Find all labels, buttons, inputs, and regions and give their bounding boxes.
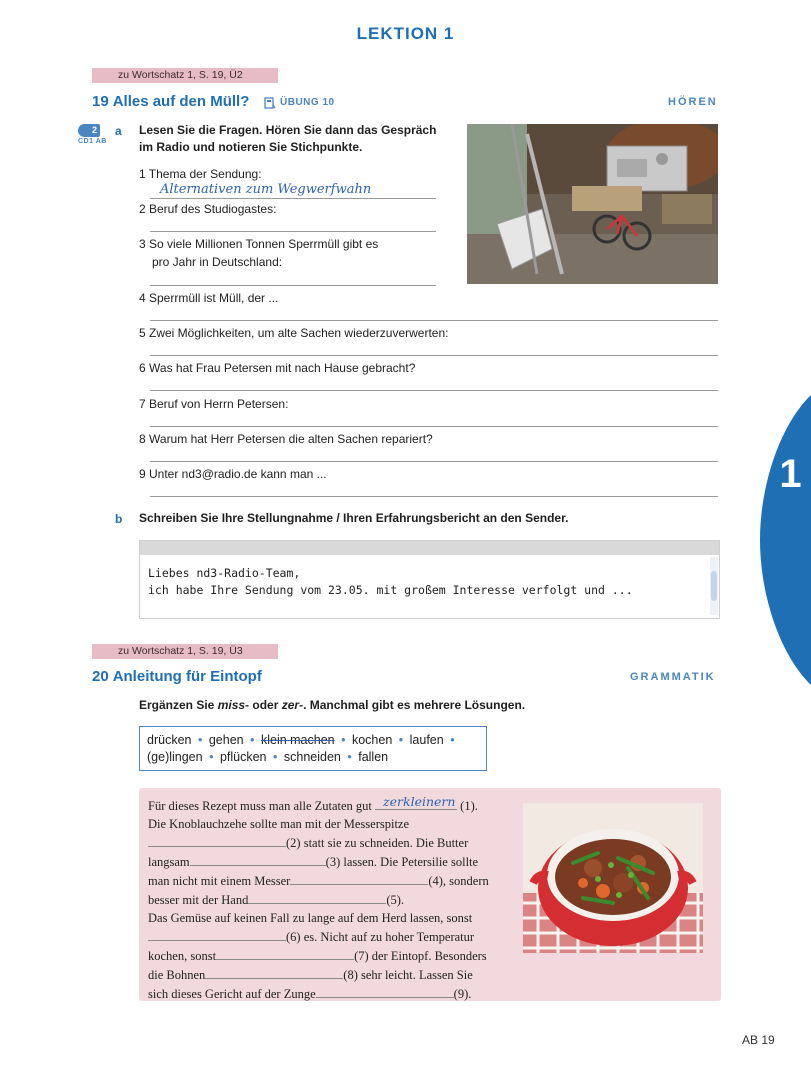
recipe-fragment: (3) lassen. Die Petersilie sollte xyxy=(325,855,479,869)
word-separator: • xyxy=(341,733,346,747)
gap-3[interactable] xyxy=(190,852,326,866)
word-separator: • xyxy=(250,733,255,747)
workbook-icon xyxy=(264,96,276,108)
question-5: 5 Zwei Möglichkeiten, um alte Sachen wiederzuverwerten: xyxy=(139,326,449,340)
answer-gap-1: zerkleinern xyxy=(383,794,456,809)
prefix-miss: miss- xyxy=(217,698,250,712)
recipe-line xyxy=(148,965,518,984)
gap-1[interactable] xyxy=(375,796,457,810)
instr-pre: Ergänzen Sie xyxy=(139,698,218,712)
recipe-line xyxy=(148,796,518,815)
word-separator: • xyxy=(450,733,455,747)
recipe-line xyxy=(148,890,518,909)
recipe-fragment: man nicht mit einem Messer xyxy=(148,874,291,888)
word-item: kochen xyxy=(351,733,393,747)
word-separator: • xyxy=(209,750,214,764)
answer-line-1[interactable] xyxy=(150,198,436,199)
ex20-title-text: Anleitung für Eintopf xyxy=(112,668,262,685)
answer-line-3[interactable] xyxy=(150,285,436,286)
word-item-crossed: klein machen xyxy=(260,733,335,747)
question-6: 6 Was hat Frau Petersen mit nach Hause gebracht? xyxy=(139,361,416,375)
recipe-fragment: sich dieses Gericht auf der Zunge xyxy=(148,987,316,1001)
word-separator: • xyxy=(347,750,352,764)
editor-line-2: ich habe Ihre Sendung vom 23.05. mit großem Interesse verfolgt und ... xyxy=(148,583,633,597)
word-box xyxy=(139,726,487,771)
gap-5[interactable] xyxy=(248,890,386,904)
ex20-instruction xyxy=(139,697,525,714)
word-box-row-2 xyxy=(147,749,479,766)
answer-line-7[interactable] xyxy=(150,426,718,427)
chapter-tab-shape xyxy=(760,395,811,685)
word-item: schneiden xyxy=(283,750,341,764)
recipe-fragment: langsam xyxy=(148,855,190,869)
question-3: 3 So viele Millionen Tonnen Sperrmüll gibt es xyxy=(139,237,379,251)
word-separator: • xyxy=(398,733,404,747)
recipe-fragment: (8) sehr leicht. Lassen Sie xyxy=(343,968,473,982)
question-1: 1 Thema der Sendung: xyxy=(139,167,262,181)
task-b-letter: b xyxy=(115,512,123,526)
recipe-fragment: kochen, sonst xyxy=(148,949,217,963)
recipe-line xyxy=(148,815,518,833)
editor-scrollbar[interactable] xyxy=(710,557,718,615)
editor-line-1: Liebes nd3-Radio-Team, xyxy=(148,566,301,580)
recipe-fragment: (2) statt sie zu schneiden. Die Butter xyxy=(286,836,469,850)
word-separator: • xyxy=(273,750,278,764)
recipe-line xyxy=(148,946,518,965)
question-7: 7 Beruf von Herrn Petersen: xyxy=(139,397,289,411)
recipe-line xyxy=(148,871,518,890)
question-9: 9 Unter nd3@radio.de kann man ... xyxy=(139,467,327,481)
recipe-fragment: (7) der Eintopf. Besonders xyxy=(354,949,487,963)
ex19-number: 19 xyxy=(92,93,109,110)
junk-pile-photo xyxy=(467,124,718,284)
answer-line-2[interactable] xyxy=(150,231,436,232)
question-2: 2 Beruf des Studiogastes: xyxy=(139,202,277,216)
editor-toolbar xyxy=(140,541,719,555)
recipe-fragment: Die Knoblauchzehe sollte man mit der Messerspitze xyxy=(148,817,410,831)
recipe-fragment: (4), sondern xyxy=(428,874,489,888)
ex20-title xyxy=(92,668,262,685)
recipe-line xyxy=(148,909,518,927)
ex20-vocab-tag: zu Wortschatz 1, S. 19, Ü3 xyxy=(92,644,278,659)
recipe-text xyxy=(148,796,518,1003)
recipe-fragment: Für dieses Rezept muss man alle Zutaten gut xyxy=(148,799,372,813)
ex20-number: 20 xyxy=(92,668,109,685)
ex19-vocab-tag: zu Wortschatz 1, S. 19, Ü2 xyxy=(92,68,278,83)
cd-track-icon[interactable]: 2 xyxy=(78,124,100,137)
cd-label: CD1 AB xyxy=(78,138,107,145)
word-separator: • xyxy=(197,733,203,747)
recipe-fragment: (1). xyxy=(460,799,478,813)
stew-photo xyxy=(523,803,703,953)
question-3-cont: pro Jahr in Deutschland: xyxy=(152,255,283,269)
page-number: AB 19 xyxy=(742,1033,775,1047)
recipe-fragment: (6) es. Nicht auf zu hoher Temperatur xyxy=(286,930,475,944)
letter-editor[interactable] xyxy=(139,540,720,619)
lesson-title: LEKTION 1 xyxy=(356,24,455,43)
recipe-fragment: (9). xyxy=(453,987,472,1001)
chapter-number: 1 xyxy=(779,452,802,496)
answer-line-6[interactable] xyxy=(150,390,718,391)
recipe-line xyxy=(148,927,518,946)
task-a-instruction-2: im Radio und notieren Sie Stichpunkte. xyxy=(139,140,363,154)
word-item: laufen xyxy=(409,733,444,747)
uebung-link[interactable]: ÜBUNG 10 xyxy=(280,97,335,108)
word-item: drücken xyxy=(147,733,192,747)
recipe-fragment: die Bohnen xyxy=(148,968,206,982)
recipe-fragment: Das Gemüse auf keinen Fall zu lange auf dem Herd lassen, sonst xyxy=(148,911,473,925)
chapter-tab xyxy=(760,395,811,685)
word-box-row-1 xyxy=(147,732,479,749)
gap-9[interactable] xyxy=(316,984,454,998)
gap-7[interactable] xyxy=(216,946,354,960)
answer-line-8[interactable] xyxy=(150,461,718,462)
word-item: fallen xyxy=(358,750,389,764)
word-item: gehen xyxy=(208,733,244,747)
task-a-instruction-1: Lesen Sie die Fragen. Hören Sie dann das Gespräch xyxy=(139,123,437,137)
ex19-title xyxy=(92,93,249,110)
editor-scroll-thumb[interactable] xyxy=(711,571,717,601)
gap-2[interactable] xyxy=(148,833,286,847)
answer-1-handwritten: Alternativen zum Wegwerfwahn xyxy=(160,182,372,197)
task-a-letter: a xyxy=(115,124,122,138)
recipe-fragment: besser mit der Hand xyxy=(148,893,249,907)
ex19-title-text: Alles auf den Müll? xyxy=(112,93,250,110)
answer-line-9[interactable] xyxy=(150,496,718,497)
question-4: 4 Sperrmüll ist Müll, der ... xyxy=(139,291,279,305)
question-8: 8 Warum hat Herr Petersen die alten Sachen repariert? xyxy=(139,432,433,446)
word-item: (ge)lingen xyxy=(147,750,203,764)
word-item: pflücken xyxy=(219,750,267,764)
task-b-instruction: Schreiben Sie Ihre Stellungnahme / Ihren Erfahrungsbericht an den Sender. xyxy=(139,511,569,525)
recipe-line xyxy=(148,984,518,1003)
skill-label-grammatik: GRAMMATIK xyxy=(630,671,716,683)
prefix-zer: zer- xyxy=(281,698,304,712)
recipe-fragment: (5). xyxy=(386,893,405,907)
gap-4[interactable] xyxy=(290,871,428,885)
recipe-line xyxy=(148,852,518,871)
gap-6[interactable] xyxy=(148,927,286,941)
answer-line-4[interactable] xyxy=(150,320,718,321)
answer-line-5[interactable] xyxy=(150,355,718,356)
skill-label-hoeren: HÖREN xyxy=(668,96,718,108)
instr-mid: oder xyxy=(249,698,282,712)
recipe-line xyxy=(148,833,518,852)
gap-8[interactable] xyxy=(205,965,343,979)
instr-post: . Manchmal gibt es mehrere Lösungen. xyxy=(303,698,526,712)
